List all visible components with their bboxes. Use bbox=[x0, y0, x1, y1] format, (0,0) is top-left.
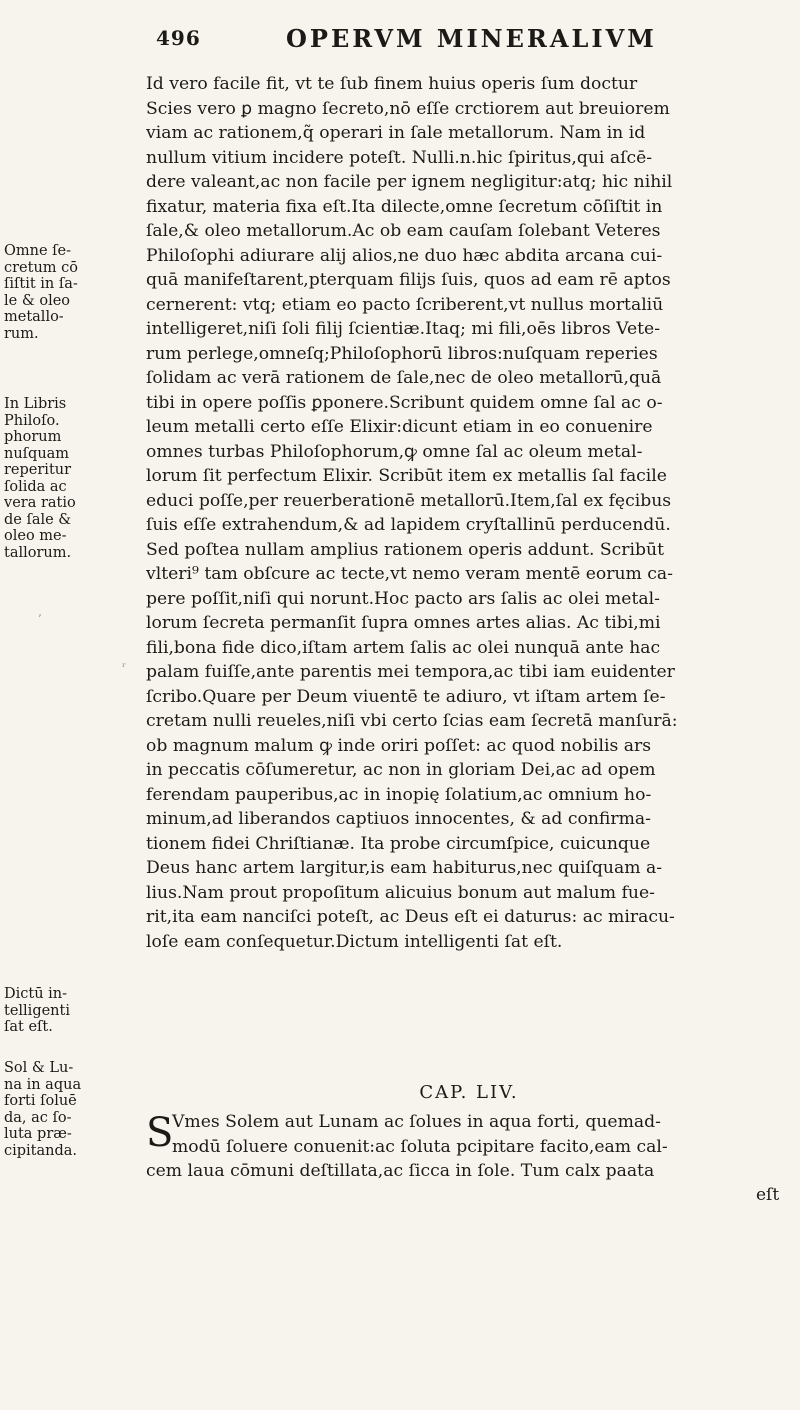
text-line: Id vero facile fit, vt te ſub finem huius operis ſum doctur bbox=[146, 74, 638, 94]
text-line: ſuis eſſe extrahendum,& ad lapidem cryſtallinū perducendū. bbox=[146, 515, 671, 535]
margin-note-line: metallo- bbox=[4, 309, 64, 325]
margin-note-line: da, ac ſo- bbox=[4, 1109, 72, 1126]
margin-note-line: ſolida ac bbox=[4, 478, 67, 495]
text-line: leum metalli certo eſſe Elixir:dicunt etiam in eo conuenire bbox=[146, 417, 653, 437]
margin-note-line: Sol & Lu- bbox=[4, 1060, 74, 1076]
text-line: loſe eam conſequetur.Dictum intelligenti ſat eſt. bbox=[146, 931, 563, 952]
text-line: fixatur, materia fixa eſt.Ita dilecte,omne ſecretum cōſiſtit in bbox=[146, 196, 663, 217]
margin-note-line: vera ratio bbox=[4, 495, 76, 511]
text-line: cernerent: vtq; etiam eo pacto ſcriberent,vt nullus mortaliū bbox=[146, 294, 664, 315]
text-line: modū ſoluere conuenit:ac ſoluta pcipitare facito,eam cal- bbox=[172, 1136, 668, 1157]
text-line: ſolidam ac verā rationem de ſale,nec de oleo metallorū,quā bbox=[146, 368, 662, 388]
page-number: 496 bbox=[156, 26, 201, 50]
margin-note bbox=[4, 986, 144, 1036]
text-line: cem laua cōmuni deſtillata,ac ſicca in ſole. Tum calx paata bbox=[146, 1161, 655, 1181]
margin-note-line: In Libris bbox=[4, 396, 67, 412]
text-line: lorum ſit perfectum Elixir. Scribūt item ex metallis ſal facile bbox=[146, 466, 667, 486]
margin-note-line: Dictū in- bbox=[4, 986, 68, 1002]
text-line: Vmes Solem aut Lunam ac ſolues in aqua forti, quemad- bbox=[172, 1112, 661, 1132]
margin-note-line: Philoſo. bbox=[4, 412, 60, 429]
margin-note-line: reperitur bbox=[4, 462, 72, 478]
text-line: ſcribo.Quare per Deum viuentē te adiuro, vt iſtam artem ſe- bbox=[146, 686, 666, 707]
margin-note-line: cipitanda. bbox=[4, 1142, 78, 1159]
margin-note-line: ſiſtit in ſa- bbox=[4, 276, 78, 292]
text-line: palam fuiſſe,ante parentis mei tempora,ac tibi iam euidenter bbox=[146, 662, 675, 682]
page-header bbox=[0, 22, 800, 62]
margin-note-line: oleo me- bbox=[4, 528, 67, 544]
text-line: omnes turbas Philoſophorum,ꝙ omne ſal ac oleum metal- bbox=[146, 441, 643, 462]
running-title: OPERVM MINERALIVM bbox=[286, 24, 657, 53]
margin-note-line: le & oleo bbox=[4, 292, 71, 309]
text-line: Scies vero ꝑ magno ſecreto,nō eſſe crctiorem aut breuiorem bbox=[146, 98, 670, 119]
text-line: in peccatis cōſumeretur, ac non in gloriam Dei,ac ad opem bbox=[146, 760, 656, 780]
margin-note-line: luta præ- bbox=[4, 1126, 72, 1142]
text-line: vlteri⁹ tam obſcure ac tecte,vt nemo veram mentē eorum ca- bbox=[146, 564, 673, 584]
margin-note-line: rum. bbox=[4, 325, 39, 342]
main-text-block bbox=[146, 72, 792, 954]
text-line: viam ac rationem,q̃ operari in ſale metallorum. Nam in id bbox=[146, 123, 646, 143]
text-line: rum perlege,omneſq;Philoſophorū libros:nuſquam reperies bbox=[146, 343, 658, 364]
margin-note-line: nuſquam bbox=[4, 445, 70, 462]
margin-note-line: forti ſoluē bbox=[4, 1093, 77, 1109]
text-line: Philoſophi adiurare alij alios,ne duo hæc abdita arcana cui- bbox=[146, 245, 663, 266]
text-line: lorum ſecreta permanſit ſupra omnes artes alias. Ac tibi,mi bbox=[146, 613, 661, 633]
margin-note-line: Omne ſe- bbox=[4, 243, 72, 259]
text-line: ſale,& oleo metallorum.Ac ob eam cauſam ſolebant Veteres bbox=[146, 221, 661, 241]
text-line: cretam nulli reueles,niſi vbi certo ſcias eam ſecretā manſurā: bbox=[146, 711, 678, 731]
text-line: quā manifeſtarent,pterquam filijs ſuis, quos ad eam rē aptos bbox=[146, 270, 671, 290]
chapter-heading: CAP. LIV. bbox=[419, 1082, 519, 1103]
text-line: ferendam pauperibus,ac in inopię ſolatium,ac omnium ho- bbox=[146, 784, 652, 805]
paper-blemish: ʳ bbox=[122, 660, 127, 674]
margin-note-line: tallorum. bbox=[4, 544, 72, 561]
text-line: intelligeret,niſi ſoli filij ſcientiæ.Itaq; mi fili,oēs libros Vete- bbox=[146, 319, 661, 339]
text-line: minum,ad liberandos captiuos innocentes, & ad confirma- bbox=[146, 809, 651, 829]
text-line: dere valeant,ac non facile per ignem negligitur:atq; hic nihil bbox=[146, 172, 673, 192]
text-line: tibi in opere poſſis ꝑponere.Scribunt quidem omne ſal ac o- bbox=[146, 392, 663, 413]
margin-note-line: de ſale & bbox=[4, 511, 72, 528]
margin-note bbox=[4, 396, 144, 561]
text-line: tionem fidei Chriſtianæ. Ita probe circumſpice, cuicunque bbox=[146, 833, 651, 854]
margin-note-line: telligenti bbox=[4, 1002, 70, 1019]
margin-note-line: na in aqua bbox=[4, 1076, 82, 1093]
text-line: Sed poſtea nullam amplius rationem operis addunt. Scribūt bbox=[146, 539, 664, 560]
margin-note bbox=[4, 1060, 144, 1159]
text-line: pere poſſit,niſi qui norunt.Hoc pacto ars ſalis ac olei metal- bbox=[146, 588, 660, 609]
margin-note bbox=[4, 243, 144, 342]
catchword: eſt bbox=[756, 1185, 780, 1205]
margin-note-line: cretum cō bbox=[4, 259, 79, 276]
chapter-text-block bbox=[146, 1110, 792, 1184]
text-line: lius.Nam prout propoſitum alicuius bonum aut malum fue- bbox=[146, 882, 655, 903]
paper-blemish: ٬ bbox=[38, 612, 42, 626]
text-line: Deus hanc artem largitur,is eam habiturus,nec quiſquam a- bbox=[146, 858, 663, 878]
text-line: fili,bona fide dico,iſtam artem ſalis ac olei nunquā ante hac bbox=[146, 637, 661, 658]
text-line: nullum vitium incidere poteſt. Nulli.n.hic ſpiritus,qui aſcē- bbox=[146, 147, 653, 168]
drop-cap-initial: S bbox=[146, 1110, 174, 1156]
text-line: educi poſſe,per reuerberationē metallorū.Item,ſal ex fęcibus bbox=[146, 490, 672, 511]
text-line: rit,ita eam nanciſci poteſt, ac Deus eſt ei daturus: ac miracu- bbox=[146, 907, 675, 927]
margin-note-line: phorum bbox=[4, 429, 62, 445]
margin-note-line: ſat eſt. bbox=[4, 1019, 53, 1035]
text-line: ob magnum malum ꝙ inde oriri poſſet: ac quod nobilis ars bbox=[146, 735, 652, 756]
